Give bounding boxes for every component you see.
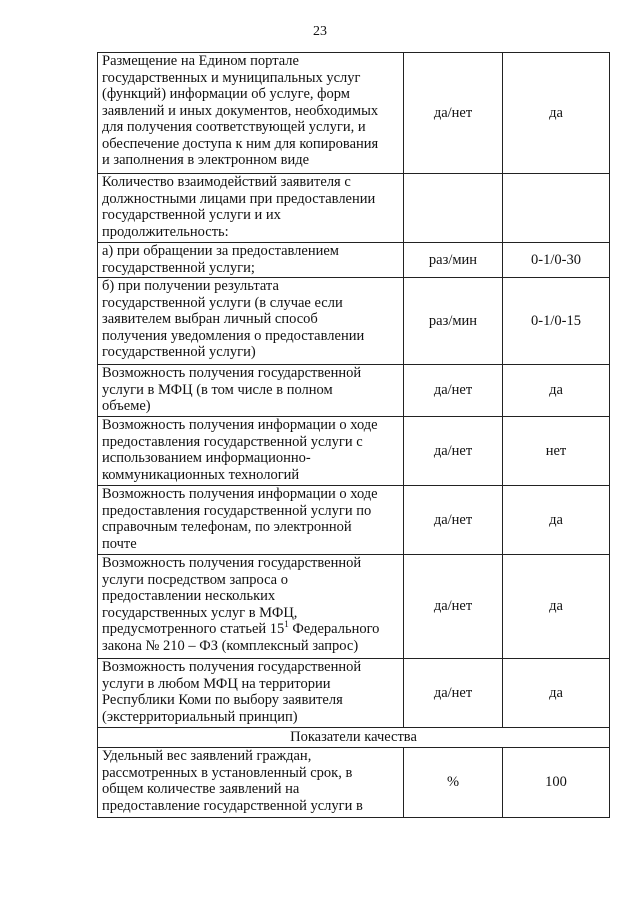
- row-unit: раз/мин: [404, 278, 503, 365]
- row-value: да: [503, 486, 610, 555]
- row-value: да: [503, 53, 610, 174]
- row-description: Возможность получения государственной услуги в МФЦ (в том числе в полном объеме): [98, 365, 404, 417]
- row-description: Количество взаимодействий заявителя с должностными лицами при предоставлении государственной услуги и их продолжительность:: [98, 174, 404, 243]
- row-value: да: [503, 555, 610, 659]
- row-description: Возможность получения информации о ходе предоставления государственной услуги с использованием информационно- коммуникационных технологий: [98, 417, 404, 486]
- row-description: Возможность получения государственной услуги в любом МФЦ на территории Республики Коми по выбору заявителя (экстерриториальный принцип): [98, 659, 404, 728]
- row-unit: да/нет: [404, 53, 503, 174]
- row-value: 0-1/0-30: [503, 243, 610, 278]
- footnote-superscript: 1: [284, 619, 289, 630]
- row-value: да: [503, 659, 610, 728]
- table-row: [98, 555, 610, 659]
- row-value: нет: [503, 417, 610, 486]
- row-description: б) при получении результата государственной услуги (в случае если заявителем выбран личный способ получения уведомления о предоставлении государственной услуги): [98, 278, 404, 365]
- row-description: Размещение на Едином портале государственных и муниципальных услуг (функций) информации об услуге, форм заявлений и иных документов, необходимых для получения соответствующей услуги, и обеспечение доступа к ним для копирования и заполнения в электронном виде: [98, 53, 404, 174]
- row-value: 100: [503, 748, 610, 818]
- indicators-table: [97, 52, 610, 818]
- section-header: Показатели качества: [98, 728, 610, 748]
- row-description: а) при обращении за предоставлением государственной услуги;: [98, 243, 404, 278]
- row-unit: да/нет: [404, 486, 503, 555]
- row-description: Возможность получения информации о ходе предоставления государственной услуги по справочным телефонам, по электронной почте: [98, 486, 404, 555]
- row-value: [503, 174, 610, 243]
- row-description: Удельный вес заявлений граждан, рассмотренных в установленный срок, в общем количестве заявлений на предоставление государственной услуги в: [98, 748, 404, 818]
- row-value: 0-1/0-15: [503, 278, 610, 365]
- row-unit: да/нет: [404, 659, 503, 728]
- table-row: [98, 365, 610, 417]
- row-value: да: [503, 365, 610, 417]
- row-unit: да/нет: [404, 365, 503, 417]
- section-header-row: [98, 728, 610, 748]
- table-row: [98, 417, 610, 486]
- row-unit: да/нет: [404, 555, 503, 659]
- table-row: [98, 748, 610, 818]
- row-description: Возможность получения государственной услуги посредством запроса о предоставлении нескольких государственных услуг в МФЦ, предусмотренного статьей $15^1$ Федерального закона № 210 – ФЗ (комплексный запрос): [98, 555, 404, 659]
- table-row: [98, 174, 610, 243]
- row-unit: раз/мин: [404, 243, 503, 278]
- table-row: [98, 243, 610, 278]
- page-number: 23: [313, 24, 327, 39]
- row-unit: [404, 174, 503, 243]
- table-row: [98, 53, 610, 174]
- table-row: [98, 659, 610, 728]
- row-unit: %: [404, 748, 503, 818]
- row-unit: да/нет: [404, 417, 503, 486]
- table-row: [98, 278, 610, 365]
- table-row: [98, 486, 610, 555]
